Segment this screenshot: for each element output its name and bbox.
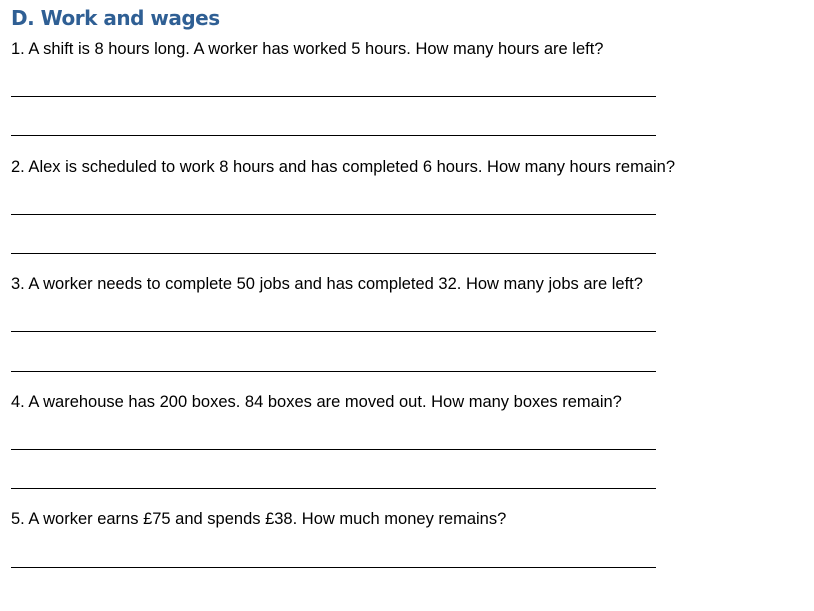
question-3-text: 3. A worker needs to complete 50 jobs and has completed 32. How many jobs are left? xyxy=(11,275,643,293)
answer-line-1b[interactable] xyxy=(11,135,656,136)
answer-line-5a[interactable] xyxy=(11,567,656,568)
answer-line-4a[interactable] xyxy=(11,449,656,450)
answer-line-3b[interactable] xyxy=(11,371,656,372)
section-title: D. Work and wages xyxy=(11,6,220,30)
answer-line-2a[interactable] xyxy=(11,214,656,215)
answer-line-3a[interactable] xyxy=(11,331,656,332)
question-4-text: 4. A warehouse has 200 boxes. 84 boxes are moved out. How many boxes remain? xyxy=(11,393,622,411)
question-2-text: 2. Alex is scheduled to work 8 hours and has completed 6 hours. How many hours remain? xyxy=(11,158,676,176)
answer-line-4b[interactable] xyxy=(11,488,656,489)
answer-line-2b[interactable] xyxy=(11,253,656,254)
question-5-text: 5. A worker earns £75 and spends £38. How much money remains? xyxy=(11,510,507,528)
question-1-text: 1. A shift is 8 hours long. A worker has worked 5 hours. How many hours are left? xyxy=(11,40,604,58)
answer-line-1a[interactable] xyxy=(11,96,656,97)
